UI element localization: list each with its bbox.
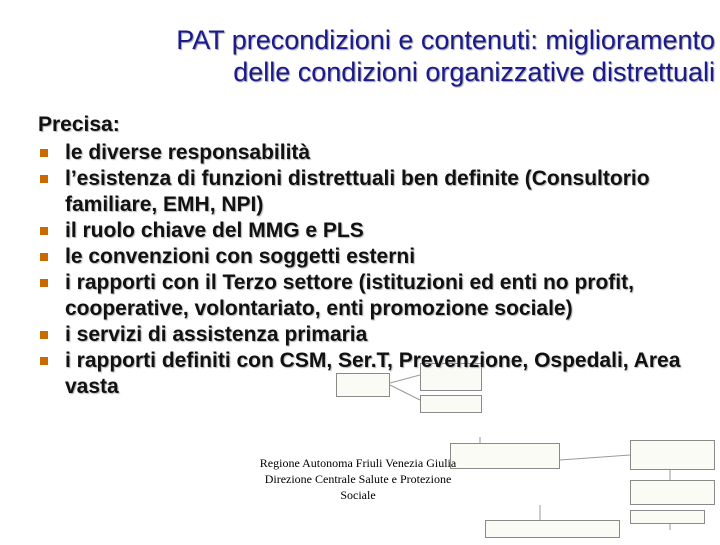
list-item (38, 322, 718, 348)
list-item (38, 140, 718, 166)
list-item-text: le convenzioni con soggetti esterni (65, 245, 416, 268)
footer-line-2: Direzione Centrale Salute e Protezione (264, 472, 452, 486)
list-item-text: le diverse responsabilità (65, 141, 311, 164)
bullet-list (38, 140, 718, 400)
footer-line-1: Regione Autonoma Friuli Venezia Giulia (259, 456, 457, 470)
list-item (38, 218, 718, 244)
square-bullet-icon (40, 149, 48, 157)
slide-body (38, 112, 718, 400)
flowchart-box (630, 480, 715, 505)
square-bullet-icon (40, 253, 48, 261)
list-item-text: i servizi di assistenza primaria (65, 323, 368, 346)
square-bullet-icon (40, 331, 48, 339)
slide-title (60, 24, 715, 88)
intro-label: Precisa: (38, 113, 120, 136)
square-bullet-icon (40, 357, 48, 365)
list-item (38, 166, 718, 218)
flowchart-box (485, 520, 620, 538)
list-item-text: l’esistenza di funzioni distrettuali ben definite (Consultorio familiare, EMH, NPI) (65, 167, 650, 216)
square-bullet-icon (40, 175, 48, 183)
flowchart-box (630, 440, 715, 470)
list-item (38, 348, 718, 400)
title-line-1: PAT precondizioni e contenuti: miglioramento (176, 25, 715, 55)
square-bullet-icon (40, 279, 48, 287)
title-line-2: delle condizioni organizzative distrettuali (233, 57, 715, 87)
footer-line-3: Sociale (340, 488, 376, 502)
list-item-text: i rapporti con il Terzo settore (istituzioni ed enti no profit, cooperative, volontariato, enti promozione sociale) (65, 271, 634, 320)
list-item (38, 270, 718, 322)
list-item (38, 244, 718, 270)
list-item-text: il ruolo chiave del MMG e PLS (65, 219, 364, 242)
list-item-text: i rapporti definiti con CSM, Ser.T, Prevenzione, Ospedali, Area vasta (65, 349, 681, 398)
slide-footer (240, 455, 476, 503)
flowchart-box (630, 510, 705, 524)
square-bullet-icon (40, 227, 48, 235)
